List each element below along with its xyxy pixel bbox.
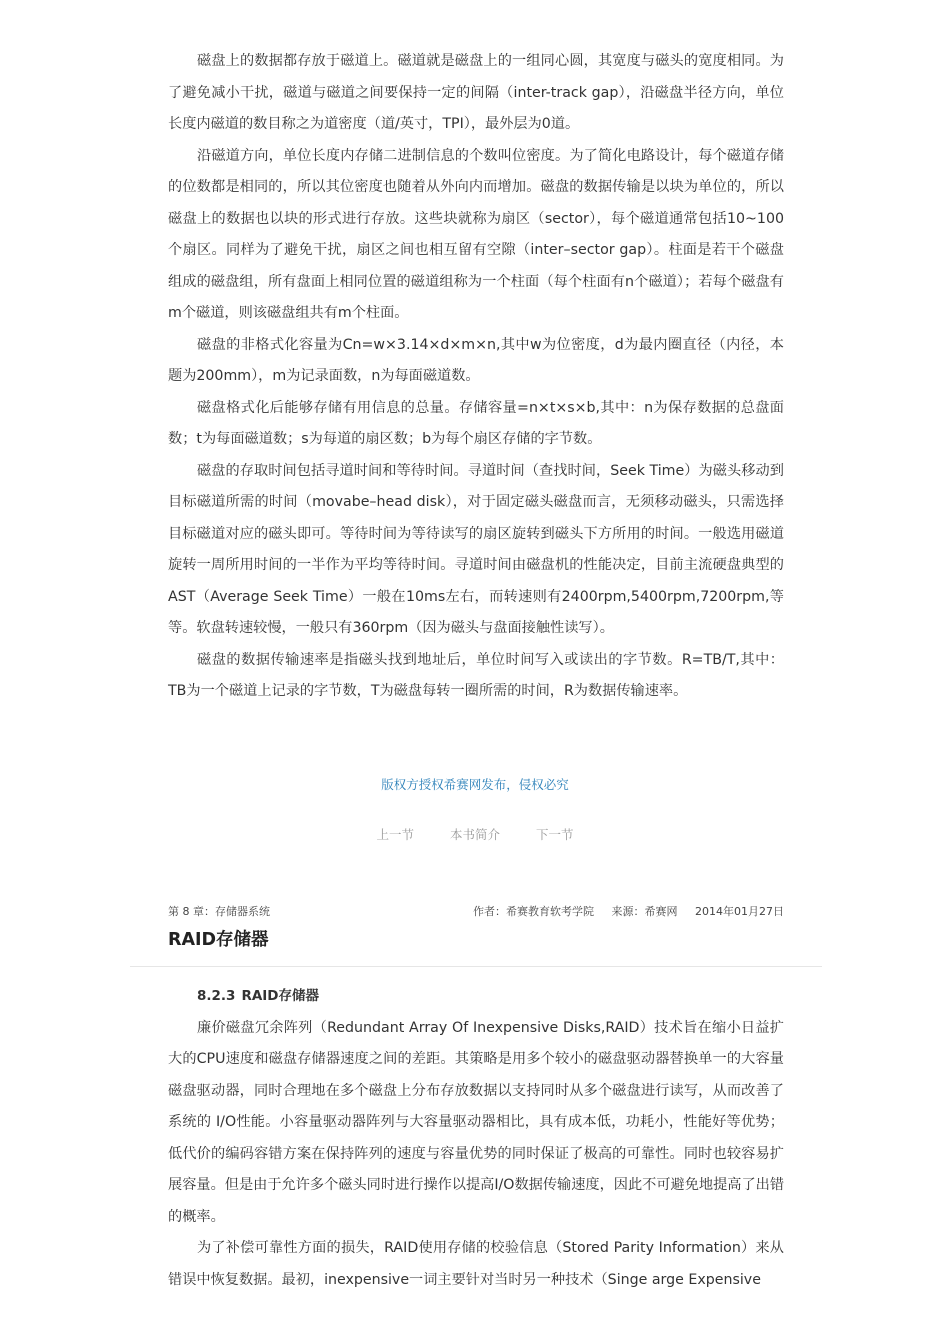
paragraph-raid-parity: 为了补偿可靠性方面的损失，RAID使用存储的校验信息（Stored Parity Information）来从错误中恢复数据。最初，inexpensive一词主要针对当时另一种技术（Singe arge Expensive xyxy=(168,1240,784,1288)
source-label: 来源：希赛网 xyxy=(611,905,678,918)
paragraph-access-time: 磁盘的存取时间包括寻道时间和等待时间。寻道时间（查找时间，Seek Time）为磁头移动到目标磁道所需的时间（movabe–head disk），对于固定磁头磁盘而言，无须移动磁头，只需选择目标磁道对应的磁头即可。等待时间为等待读写的扇区旋转到磁头下方所用的时间。一般选用磁道旋转一周所用时间的一半作为平均等待时间。寻道时间由磁盘机的性能决定，目前主流硬盘典型的AST（Average Seek Time）一般在10ms左右，而转速则有2400rpm,5400rpm,7200rpm,等等。软盘转速较慢，一般只有360rpm（因为磁头与盘面接触性读写）。 xyxy=(168,462,784,636)
previous-article-body xyxy=(168,46,784,708)
next-section-link[interactable]: 下一节 xyxy=(535,827,574,842)
chapter-label: 第 8 章：存储器系统 xyxy=(168,905,270,918)
section-heading xyxy=(168,981,784,1013)
paragraph-unformatted-capacity: 磁盘的非格式化容量为Cn=w×3.14×d×m×n,其中w为位密度，d为最内圈直径（内径，本题为200mm），m为记录面数，n为每面磁道数。 xyxy=(168,336,784,384)
paragraph-track-density: 磁盘上的数据都存放于磁道上。磁道就是磁盘上的一组同心圆，其宽度与磁头的宽度相同。为了避免减小干扰，磁道与磁道之间要保持一定的间隔（inter-track gap），沿磁盘半径方向，单位长度内磁道的数目称之为道密度（道/英寸，TPI），最外层为0道。 xyxy=(168,53,784,132)
pager-navigation xyxy=(0,825,950,843)
prev-section-link[interactable]: 上一节 xyxy=(376,827,414,842)
article-body xyxy=(168,981,784,1296)
paragraph-raid-intro: 廉价磁盘冗余阵列（Redundant Array Of Inexpensive Disks,RAID）技术旨在缩小日益扩大的CPU速度和磁盘存储器速度之间的差距。其策略是用多个较小的磁盘驱动器替换单一的大容量磁盘驱动器，同时合理地在多个磁盘上分布存放数据以支持同时从多个磁盘进行读写，从而改善了系统的 I/O性能。小容量驱动器阵列与大容量驱动器相比，具有成本低，功耗小，性能好等优势；低代价的编码容错方案在保持阵列的速度与容量优势的同时保证了极高的可靠性。同时也较容易扩展容量。但是由于允许多个磁头同时进行操作以提高I/O数据传输速度，因此不可避免地提高了出错的概率。 xyxy=(168,1019,785,1225)
author-label: 作者：希赛教育软考学院 xyxy=(473,905,594,918)
copyright-notice: 版权方授权希赛网发布，侵权必究 xyxy=(381,777,569,792)
article-info xyxy=(459,903,784,919)
title-divider xyxy=(130,966,822,967)
paragraph-bit-density-sectors: 沿磁道方向，单位长度内存储二进制信息的个数叫位密度。为了简化电路设计，每个磁道存储的位数都是相同的，所以其位密度也随着从外向内而增加。磁盘的数据传输是以块为单位的，所以磁盘上的数据也以块的形式进行存放。这些块就称为扇区（sector），每个磁道通常包括10~100个扇区。同样为了避免干扰，扇区之间也相互留有空隙（inter–sector gap）。柱面是若干个磁盘组成的磁盘组，所有盘面上相同位置的磁道组称为一个柱面（每个柱面有n个磁道）；若每个磁盘有m个磁道，则该磁盘组共有m个柱面。 xyxy=(168,147,784,321)
date-label: 2014年01月27日 xyxy=(695,905,784,918)
section-title: RAID存储器 xyxy=(241,988,320,1004)
paragraph-transfer-rate: 磁盘的数据传输速率是指磁头找到地址后，单位时间写入或读出的字节数。R=TB/T,其中：TB为一个磁道上记录的字节数，T为磁盘每转一圈所需的时间，R为数据传输速率。 xyxy=(168,651,784,699)
book-intro-link[interactable]: 本书简介 xyxy=(449,827,500,842)
section-number: 8.2.3 xyxy=(197,988,236,1004)
paragraph-formatted-capacity: 磁盘格式化后能够存储有用信息的总量。存储容量=n×t×s×b,其中：n为保存数据的总盘面数；t为每面磁道数；s为每道的扇区数；b为每个扇区存储的字节数。 xyxy=(168,399,784,447)
article-title: RAID存储器 xyxy=(168,930,269,950)
